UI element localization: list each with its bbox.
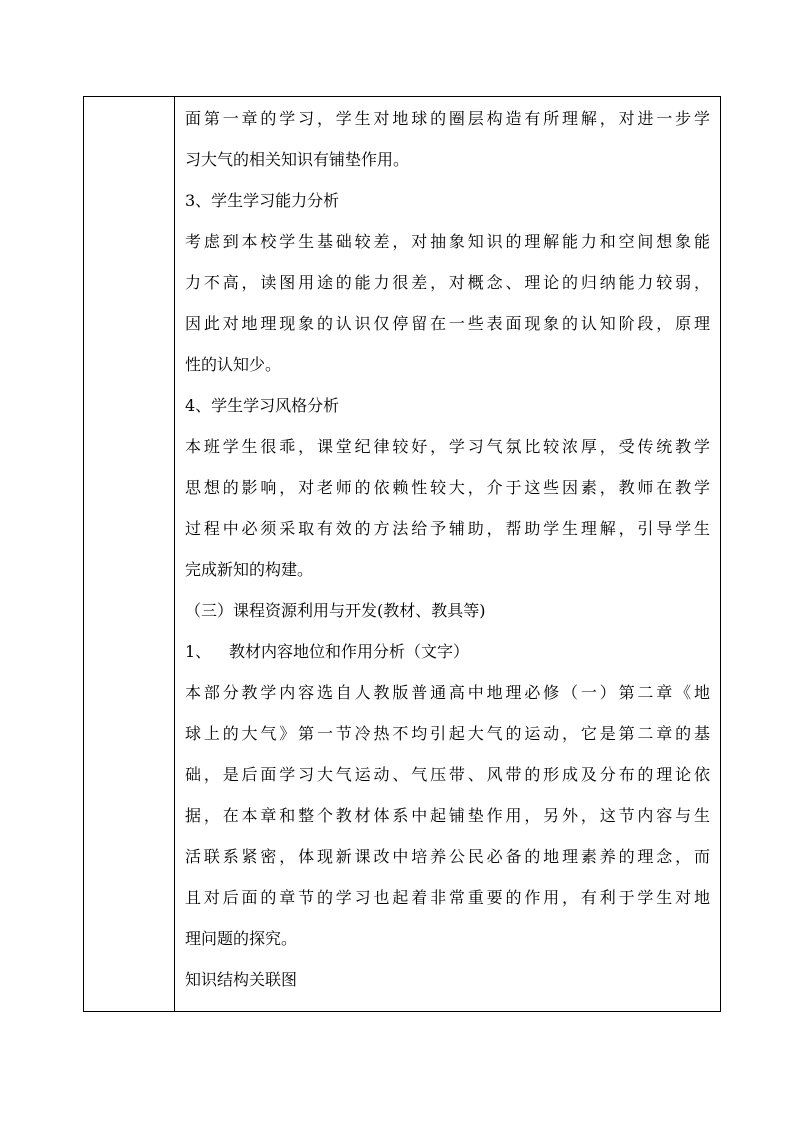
item1-line-5: 活联系紧密，体现新课改中培养公民必备的地理素养的理念，而 [185,847,710,866]
section4-line-1: 本班学生很乖，课堂纪律较好，学习气氛比较浓厚，受传统教学 [185,437,710,456]
knowledge-map-label: 知识结构关联图 [185,970,298,989]
item1-line-1: 本部分教学内容选自人教版普通高中地理必修（一）第二章《地 [185,683,710,702]
item1-line-3: 础，是后面学习大气运动、气压带、风带的形成及分布的理论依 [185,765,710,784]
table-right-cell [176,97,720,1011]
content-table [83,96,721,1012]
table-left-cell [84,97,175,1011]
item1-line-6: 且对后面的章节的学习也起着非常重要的作用，有利于学生对地 [185,888,710,907]
item1-heading: 教材内容地位和作用分析（文字） [229,642,470,661]
section4-line-2: 思想的影响，对老师的依赖性较大，介于这些因素，教师在教学 [185,478,710,497]
item1-line-4: 据，在本章和整个教材体系中起铺垫作用，另外，这节内容与生 [185,806,710,825]
section3-line-1: 考虑到本校学生基础较差，对抽象知识的理解能力和空间想象能 [185,232,710,251]
intro-line-2: 习大气的相关知识有铺垫作用。 [185,150,410,169]
section3-line-2: 力不高，读图用途的能力很差，对概念、理论的归纳能力较弱， [185,273,710,292]
section4-heading: 4、学生学习风格分析 [185,396,340,415]
item1-line-2: 球上的大气》第一节冷热不均引起大气的运动，它是第二章的基 [185,724,710,743]
section3-heading: 3、学生学习能力分析 [185,191,340,210]
section4-line-4: 完成新知的构建。 [185,560,314,579]
section3-line-3: 因此对地理现象的认识仅停留在一些表面现象的认知阶段，原理 [185,314,710,333]
section4-line-3: 过程中必须采取有效的方法给予辅助，帮助学生理解，引导学生 [185,519,710,538]
section3-line-4: 性的认知少。 [185,355,282,374]
intro-line-1: 面第一章的学习，学生对地球的圈层构造有所理解，对进一步学 [185,109,710,128]
item1-number: 1、 [185,642,212,661]
item1-line-7: 理问题的探究。 [185,929,298,948]
item1-heading-row [185,631,710,672]
part3-heading: （三）课程资源利用与开发(教材、教具等) [185,601,486,620]
